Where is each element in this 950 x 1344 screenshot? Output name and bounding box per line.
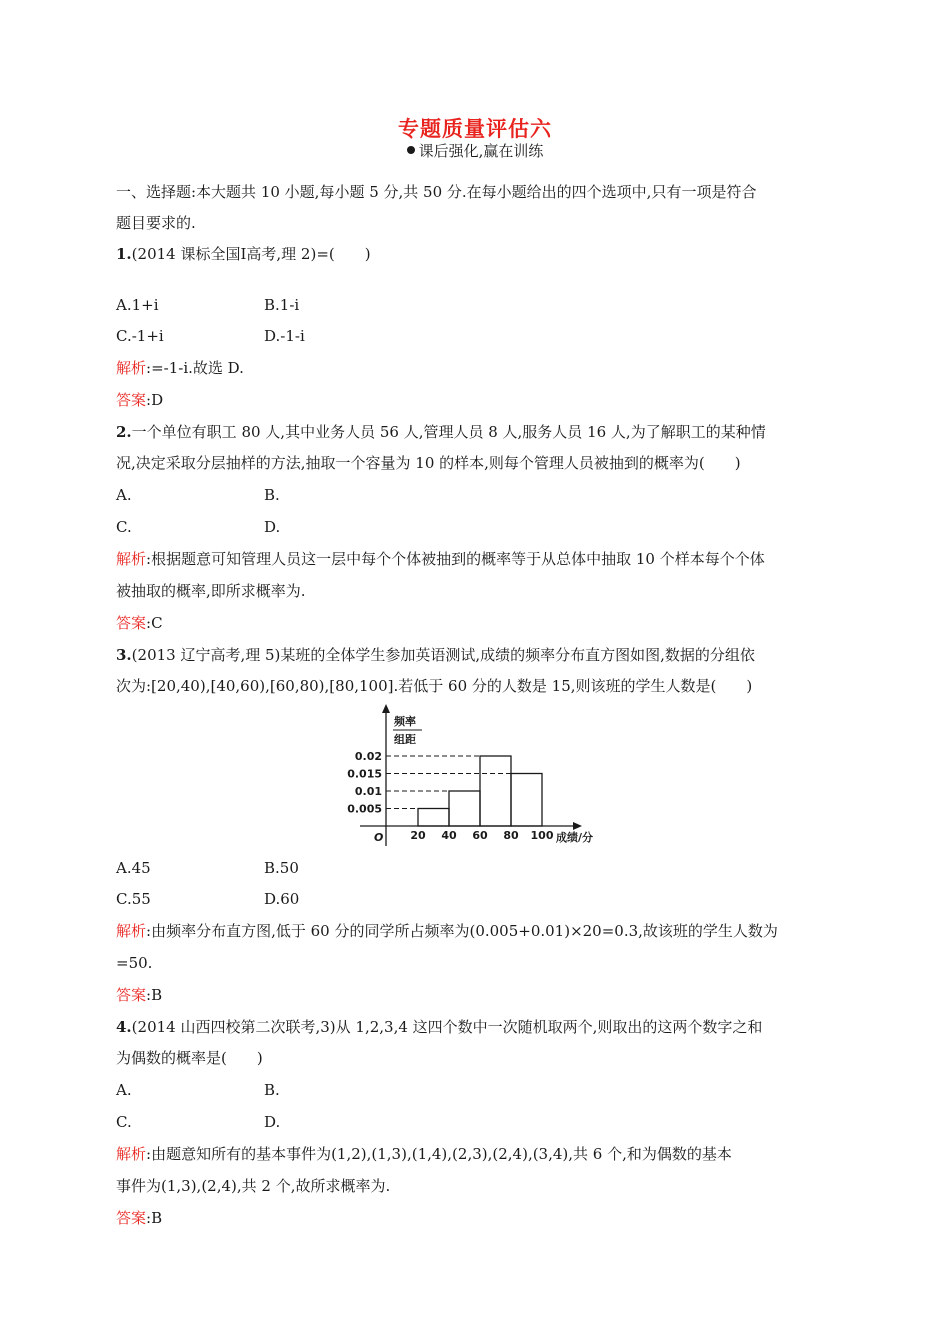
q4-number: 4. (116, 1018, 132, 1036)
q1-option-a: A.1+i (116, 296, 159, 314)
q3-answer (116, 985, 162, 1005)
q2-analysis-text-1: :根据题意可知管理人员这一层中每个个体被抽到的概率等于从总体中抽取 10 个样本每个个体 (146, 550, 765, 568)
q2-option-b: B. (264, 486, 280, 504)
histogram-bar (480, 756, 511, 826)
histogram-bar (511, 774, 542, 827)
q2-stem-line-2: 况,决定采取分层抽样的方法,抽取一个容量为 10 的样本,则每个管理人员被抽到的概率为( ) (116, 454, 741, 472)
page-subtitle (0, 140, 950, 161)
x-tick-label: 80 (503, 829, 519, 842)
q3-analysis-line-2: =50. (116, 954, 153, 972)
y-axis-arrow (382, 704, 390, 713)
subtitle-text: 课后强化,赢在训练 (418, 142, 544, 160)
q3-option-c: C.55 (116, 890, 151, 908)
q3-number: 3. (116, 646, 132, 664)
q1-analysis-label: 解析 (116, 359, 147, 377)
x-tick-label: 40 (441, 829, 457, 842)
q1-answer-label: 答案 (116, 391, 147, 409)
q2-answer (116, 613, 163, 633)
q1-analysis-text: :=-1-i.故选 D. (146, 359, 244, 377)
q1-stem (116, 244, 371, 264)
y-tick-label: 0.005 (347, 802, 382, 816)
q4-answer-text: :B (146, 1209, 163, 1227)
q4-option-d: D. (264, 1113, 281, 1131)
q1-option-b: B.1-i (264, 296, 300, 314)
q4-answer-label: 答案 (116, 1209, 147, 1227)
section-intro-line-1: 一、选择题:本大题共 10 小题,每小题 5 分,共 50 分.在每小题给出的四个选项中,只有一项是符合 (116, 183, 757, 201)
q3-stem-line-2: 次为:[20,40),[40,60),[60,80),[80,100].若低于 60 分的人数是 15,则该班的学生人数是( ) (116, 677, 753, 695)
q4-stem-text-1: (2014 山西四校第二次联考,3)从 1,2,3,4 这四个数中一次随机取两个,则取出的这两个数字之和 (131, 1018, 763, 1036)
q2-stem-text-1: 一个单位有职工 80 人,其中业务人员 56 人,管理人员 8 人,服务人员 16 人,为了解职工的某种情 (131, 423, 766, 441)
q4-analysis-label: 解析 (116, 1145, 147, 1163)
q1-stem-text: (2014 课标全国Ⅰ高考,理 2)=( ) (131, 245, 371, 263)
frequency-histogram (340, 700, 610, 850)
q2-analysis-label: 解析 (116, 550, 147, 568)
q1-analysis (116, 358, 244, 378)
y-tick-label: 0.015 (347, 767, 382, 781)
q3-stem-text-1: (2013 辽宁高考,理 5)某班的全体学生参加英语测试,成绩的频率分布直方图如图,数据的分组依 (131, 646, 755, 664)
q3-answer-label: 答案 (116, 986, 147, 1004)
q4-option-a: A. (116, 1081, 132, 1099)
x-axis-label: 成绩/分 (556, 831, 594, 844)
q3-analysis-line-1 (116, 921, 778, 941)
q4-stem-line-1 (116, 1017, 762, 1037)
x-tick-label: 100 (530, 829, 554, 842)
q4-stem-line-2: 为偶数的概率是( ) (116, 1049, 263, 1067)
q1-number: 1. (116, 245, 132, 263)
q3-analysis-label: 解析 (116, 922, 147, 940)
q2-option-a: A. (116, 486, 132, 504)
y-label-denominator: 组距 (394, 733, 416, 746)
q2-answer-text: :C (146, 614, 163, 632)
section-intro-line-2: 题目要求的. (116, 214, 196, 232)
q3-option-d: D.60 (264, 890, 300, 908)
q3-stem-line-1 (116, 645, 755, 665)
q3-option-a: A.45 (116, 859, 151, 877)
q2-answer-label: 答案 (116, 614, 147, 632)
q2-stem-line-1 (116, 422, 766, 442)
x-tick-label: 60 (472, 829, 488, 842)
origin-label: O (374, 831, 384, 844)
y-tick-label: 0.01 (354, 785, 382, 798)
y-label-numerator: 频率 (394, 715, 416, 728)
q1-option-d: D.-1-i (264, 327, 305, 345)
page-title: 专题质量评估六 (398, 117, 552, 141)
q4-option-b: B. (264, 1081, 280, 1099)
bullet-icon (407, 146, 415, 154)
x-axis-arrow (573, 822, 582, 830)
q1-answer (116, 390, 163, 410)
q3-option-b: B.50 (264, 859, 299, 877)
q4-analysis-text-1: :由题意知所有的基本事件为(1,2),(1,3),(1,4),(2,3),(2,4),(3,4),共 6 个,和为偶数的基本 (146, 1145, 732, 1163)
y-tick-label: 0.02 (354, 750, 382, 763)
q1-option-c: C.-1+i (116, 327, 164, 345)
histogram-bar (449, 791, 480, 826)
q2-option-d: D. (264, 518, 281, 536)
q4-answer (116, 1208, 162, 1228)
q3-answer-text: :B (146, 986, 163, 1004)
x-tick-label: 20 (410, 829, 426, 842)
q4-analysis-line-2: 事件为(1,3),(2,4),共 2 个,故所求概率为. (116, 1177, 391, 1195)
q1-answer-text: :D (146, 391, 164, 409)
q4-analysis-line-1 (116, 1144, 732, 1164)
histogram-bar (418, 809, 449, 827)
q2-analysis-line-2: 被抽取的概率,即所求概率为. (116, 582, 306, 600)
q2-analysis-line-1 (116, 549, 765, 569)
q3-analysis-text-1: :由频率分布直方图,低于 60 分的同学所占频率为(0.005+0.01)×20=0.3,故该班的学生人数为 (146, 922, 778, 940)
q2-option-c: C. (116, 518, 132, 536)
q2-number: 2. (116, 423, 132, 441)
q4-option-c: C. (116, 1113, 132, 1131)
